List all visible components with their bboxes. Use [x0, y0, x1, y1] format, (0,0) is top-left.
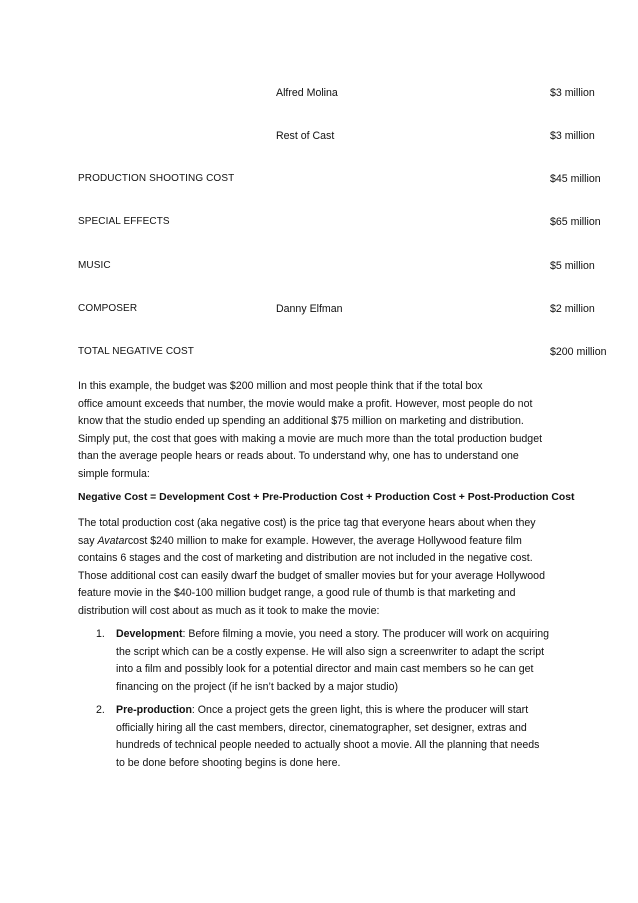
budget-amount: $5 million [550, 260, 595, 272]
list-line [116, 702, 581, 720]
budget-category: MUSIC [78, 260, 111, 271]
paragraph-line: simple formula: [78, 467, 150, 480]
budget-category: SPECIAL EFFECTS [78, 216, 170, 227]
budget-name: Alfred Molina [276, 87, 338, 99]
list-text [116, 702, 581, 772]
budget-amount: $3 million [550, 130, 595, 142]
budget-amount: $45 million [550, 173, 601, 185]
budget-amount: $65 million [550, 216, 601, 228]
list-number: 2. [96, 704, 105, 716]
list-text [116, 626, 581, 696]
paragraph-line: contains 6 stages and the cost of marketing and distribution are not included in the negative cost. [78, 552, 533, 565]
list-line: to be done before shooting begins is done here. [116, 756, 341, 769]
paragraph-line: than the average people hears or reads about. To understand why, one has to understand one [78, 450, 519, 463]
paragraph-line: office amount exceeds that number, the movie would make a profit. However, most people do not [78, 397, 533, 410]
text-run: : Before filming a movie, you need a story. The producer will work on acquiring [182, 628, 549, 640]
budget-row-total [0, 344, 638, 360]
list-line: financing on the project (if he isn’t backed by a major studio) [116, 680, 399, 693]
text-run: cost $240 million to make for example. However, the average Hollywood feature film [127, 534, 522, 547]
negative-cost-formula: Negative Cost = Development Cost + Pre-Production Cost + Production Cost + Post-Production Cost [78, 492, 575, 503]
list-term: Development [116, 628, 183, 640]
budget-amount: $3 million [550, 87, 595, 99]
budget-name: Rest of Cast [276, 130, 335, 142]
budget-row [0, 214, 638, 230]
paragraph-line: feature movie in the $40-100 million budget range, a good rule of thumb is that marketing and [78, 587, 516, 600]
paragraph-total-cost [78, 515, 573, 621]
budget-category: COMPOSER [78, 303, 138, 314]
paragraph-line: Those additional cost can easily dwarf the budget of smaller movies but for your average Hollywood [78, 569, 545, 582]
budget-category: PRODUCTION SHOOTING COST [78, 173, 235, 184]
paragraph-line: Simply put, the cost that goes with making a movie are much more than the total production budget [78, 432, 543, 445]
list-line [116, 626, 581, 644]
list-number: 1. [96, 628, 105, 640]
budget-row [0, 85, 638, 101]
paragraph-line: distribution will cost about as much as it took to make the movie: [78, 604, 380, 617]
budget-amount: $200 million [550, 346, 607, 358]
list-line: hundreds of technical people needed to actually shoot a movie. All the planning that needs [116, 739, 540, 752]
budget-name: Danny Elfman [276, 303, 343, 315]
budget-category: TOTAL NEGATIVE COST [78, 346, 194, 357]
paragraph-intro [78, 378, 573, 484]
paragraph-line [78, 533, 573, 551]
budget-row [0, 128, 638, 144]
paragraph-line: know that the studio ended up spending an additional $75 million on marketing and distribution. [78, 415, 524, 428]
list-term: Pre-production [116, 704, 192, 716]
list-line: into a film and possibly look for a potential director and main cast members so he can get [116, 663, 534, 676]
movie-title-avatar: Avatar [97, 534, 128, 547]
budget-row [0, 258, 638, 274]
budget-row [0, 301, 638, 317]
text-run: say [78, 534, 98, 547]
budget-row [0, 171, 638, 187]
budget-amount: $2 million [550, 303, 595, 315]
paragraph-line: In this example, the budget was $200 million and most people think that if the total box [78, 380, 483, 392]
list-line: the script which can be a costly expense. He will also sign a screenwriter to adapt the script [116, 645, 545, 658]
list-line: officially hiring all the cast members, director, cinematographer, set designer, extras and [116, 721, 527, 734]
text-run: : Once a project gets the green light, this is where the producer will start [191, 704, 529, 716]
paragraph-line: The total production cost (aka negative cost) is the price tag that everyone hears about when they [78, 517, 536, 529]
